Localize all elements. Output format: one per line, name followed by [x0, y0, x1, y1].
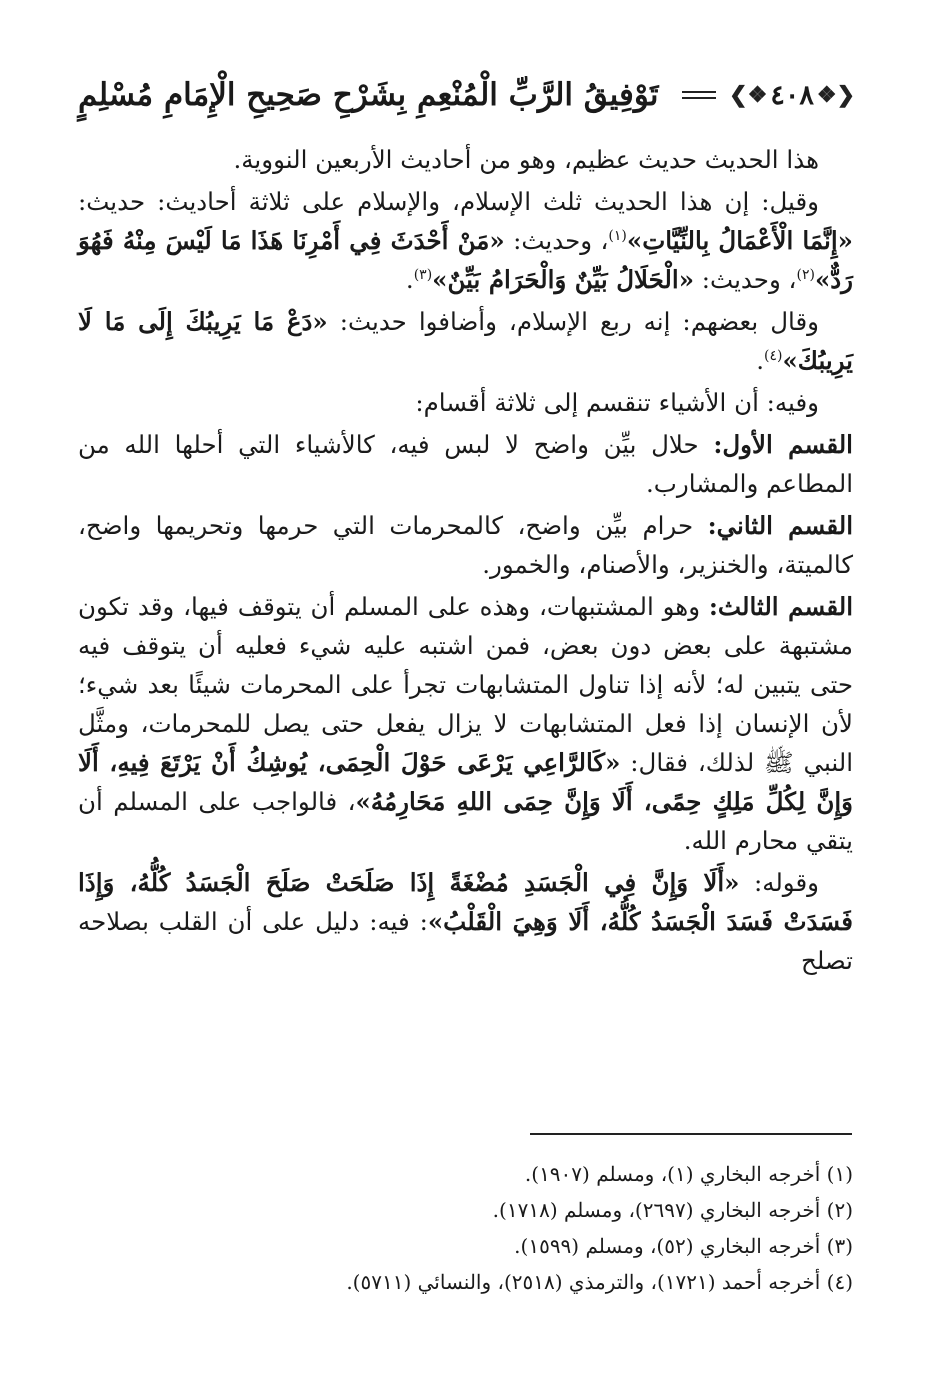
paragraph-text: وهو المشتبهات، وهذه على المسلم أن يتوقف فيها، وقد تكون مشتبهة على بعض دون بعض، فمن اشتبه عليه شيء فعليه أن يتوقف فيه حتى يتبين له؛ لأنه إذا تناول المتشابهات تجرأ على المحرمات شيئًا بعد شيء؛ لأن الإنسان إذا فعل المتشابهات لا يزال يفعل حتى يصل للمحرمات، ومثَّل النبي ﷺ لذلك، فقال:: [78, 592, 854, 777]
paragraph-text: وفيه: أن الأشياء تنقسم إلى ثلاثة أقسام:: [415, 388, 819, 417]
section-label: القسم الثالث:: [708, 592, 853, 621]
section-label: القسم الثاني:: [707, 511, 853, 540]
paragraph: [78, 587, 853, 860]
hadith-quote: «كَالرَّاعِي يَرْعَى حَوْلَ الْحِمَى، يُوشِكُ أَنْ يَرْتَعَ فِيهِ، أَلَا وَإِنَّ لِكُلِّ مَلِكٍ حِمًى، أَلَا وَإِنَّ حِمَى اللهِ مَحَارِمُهُ»: [78, 748, 853, 816]
paragraph-text: وقيل: إن هذا الحديث ثلث الإسلام، والإسلام على ثلاثة أحاديث: حديث:: [78, 187, 819, 216]
paragraph-text: وقوله:: [739, 868, 819, 897]
paragraph-text: ، وحديث:: [694, 265, 797, 294]
footnote-separator: [530, 1133, 852, 1135]
footnotes: [78, 1158, 853, 1302]
ornament-right-icon: ❖❯: [816, 82, 855, 108]
hadith-quote: «إِنَّمَا الْأَعْمَالُ بِالنِّيَّاتِ»: [626, 226, 853, 255]
paragraph-text: .: [405, 265, 414, 294]
footnote-ref[interactable]: (١): [608, 227, 627, 244]
footnote-ref[interactable]: (٤): [764, 347, 783, 364]
paragraph-text: هذا الحديث حديث عظيم، وهو من أحاديث الأربعين النووية.: [233, 145, 819, 174]
footnote: (٣) أخرجه البخاري (٥٢)، ومسلم (١٥٩٩).: [514, 1234, 853, 1258]
footnote: (٢) أخرجه البخاري (٢٦٩٧)، ومسلم (١٧١٨).: [492, 1198, 853, 1222]
hadith-quote: «مَنْ أَحْدَثَ فِي أَمْرِنَا هَذَا مَا لَيْسَ مِنْهُ فَهُوَ رَدٌّ»: [78, 226, 853, 294]
paragraph: [78, 383, 853, 422]
page-number-ornament: [726, 80, 858, 111]
paragraph: [78, 302, 853, 380]
paragraph-text: .: [756, 346, 765, 375]
hadith-quote: «أَلَا وَإِنَّ فِي الْجَسَدِ مُضْغَةً إِذَا صَلَحَتْ صَلَحَ الْجَسَدُ كُلُّهُ، وَإِذَا فَسَدَتْ فَسَدَ الْجَسَدُ كُلُّهُ، أَلَا وَهِيَ الْقَلْبُ»: [78, 868, 853, 936]
hadith-quote: «الْحَلَالُ بَيِّنٌ وَالْحَرَامُ بَيِّنٌ»: [432, 265, 695, 294]
paragraph-text: حلال بيِّن واضح لا لبس فيه، كالأشياء التي أحلها الله من المطاعم والمشارب.: [78, 430, 853, 498]
section-label: القسم الأول:: [713, 430, 853, 459]
footnote: (١) أخرجه البخاري (١)، ومسلم (١٩٠٧).: [524, 1162, 853, 1186]
paragraph: [78, 863, 853, 980]
paragraph-text: ، فالواجب على المسلم أن يتقي محارم الله.: [78, 787, 853, 855]
paragraph-text: حرام بيِّن واضح، كالمحرمات التي حرمها وتحريمها واضح، كالميتة، والخنزير، والأصنام، والخمور.: [78, 511, 853, 579]
page-header: [78, 60, 858, 130]
footnote-ref[interactable]: (٢): [796, 266, 815, 283]
hadith-quote: «دَعْ مَا يَرِيبُكَ إِلَى مَا لَا يَرِيبُكَ»: [78, 307, 853, 375]
paragraph: [78, 140, 853, 179]
paragraph: [78, 182, 853, 299]
paragraph-text: ، وحديث:: [504, 226, 609, 255]
running-book-title: تَوْفِيقُ الرَّبِّ الْمُنْعِمِ بِشَرْحِ صَحِيحِ الْإِمَامِ مُسْلِمٍ: [78, 77, 659, 113]
paragraph: [78, 425, 853, 503]
paragraph-text: وقال بعضهم: إنه ربع الإسلام، وأضافوا حديث:: [327, 307, 819, 336]
page-number: ٤٠٨: [770, 79, 814, 111]
main-text: [78, 140, 853, 983]
footnote: (٤) أخرجه أحمد (١٧٢١)، والترمذي (٢٥١٨)، والنسائي (٥٧١١).: [346, 1270, 853, 1294]
paragraph: [78, 506, 853, 584]
header-rule: [682, 91, 716, 99]
footnote-ref[interactable]: (٣): [413, 266, 433, 283]
paragraph-text: : فيه: دليل على أن القلب بصلاحه تصلح: [78, 907, 853, 975]
ornament-left-icon: ❮❖: [729, 82, 768, 108]
